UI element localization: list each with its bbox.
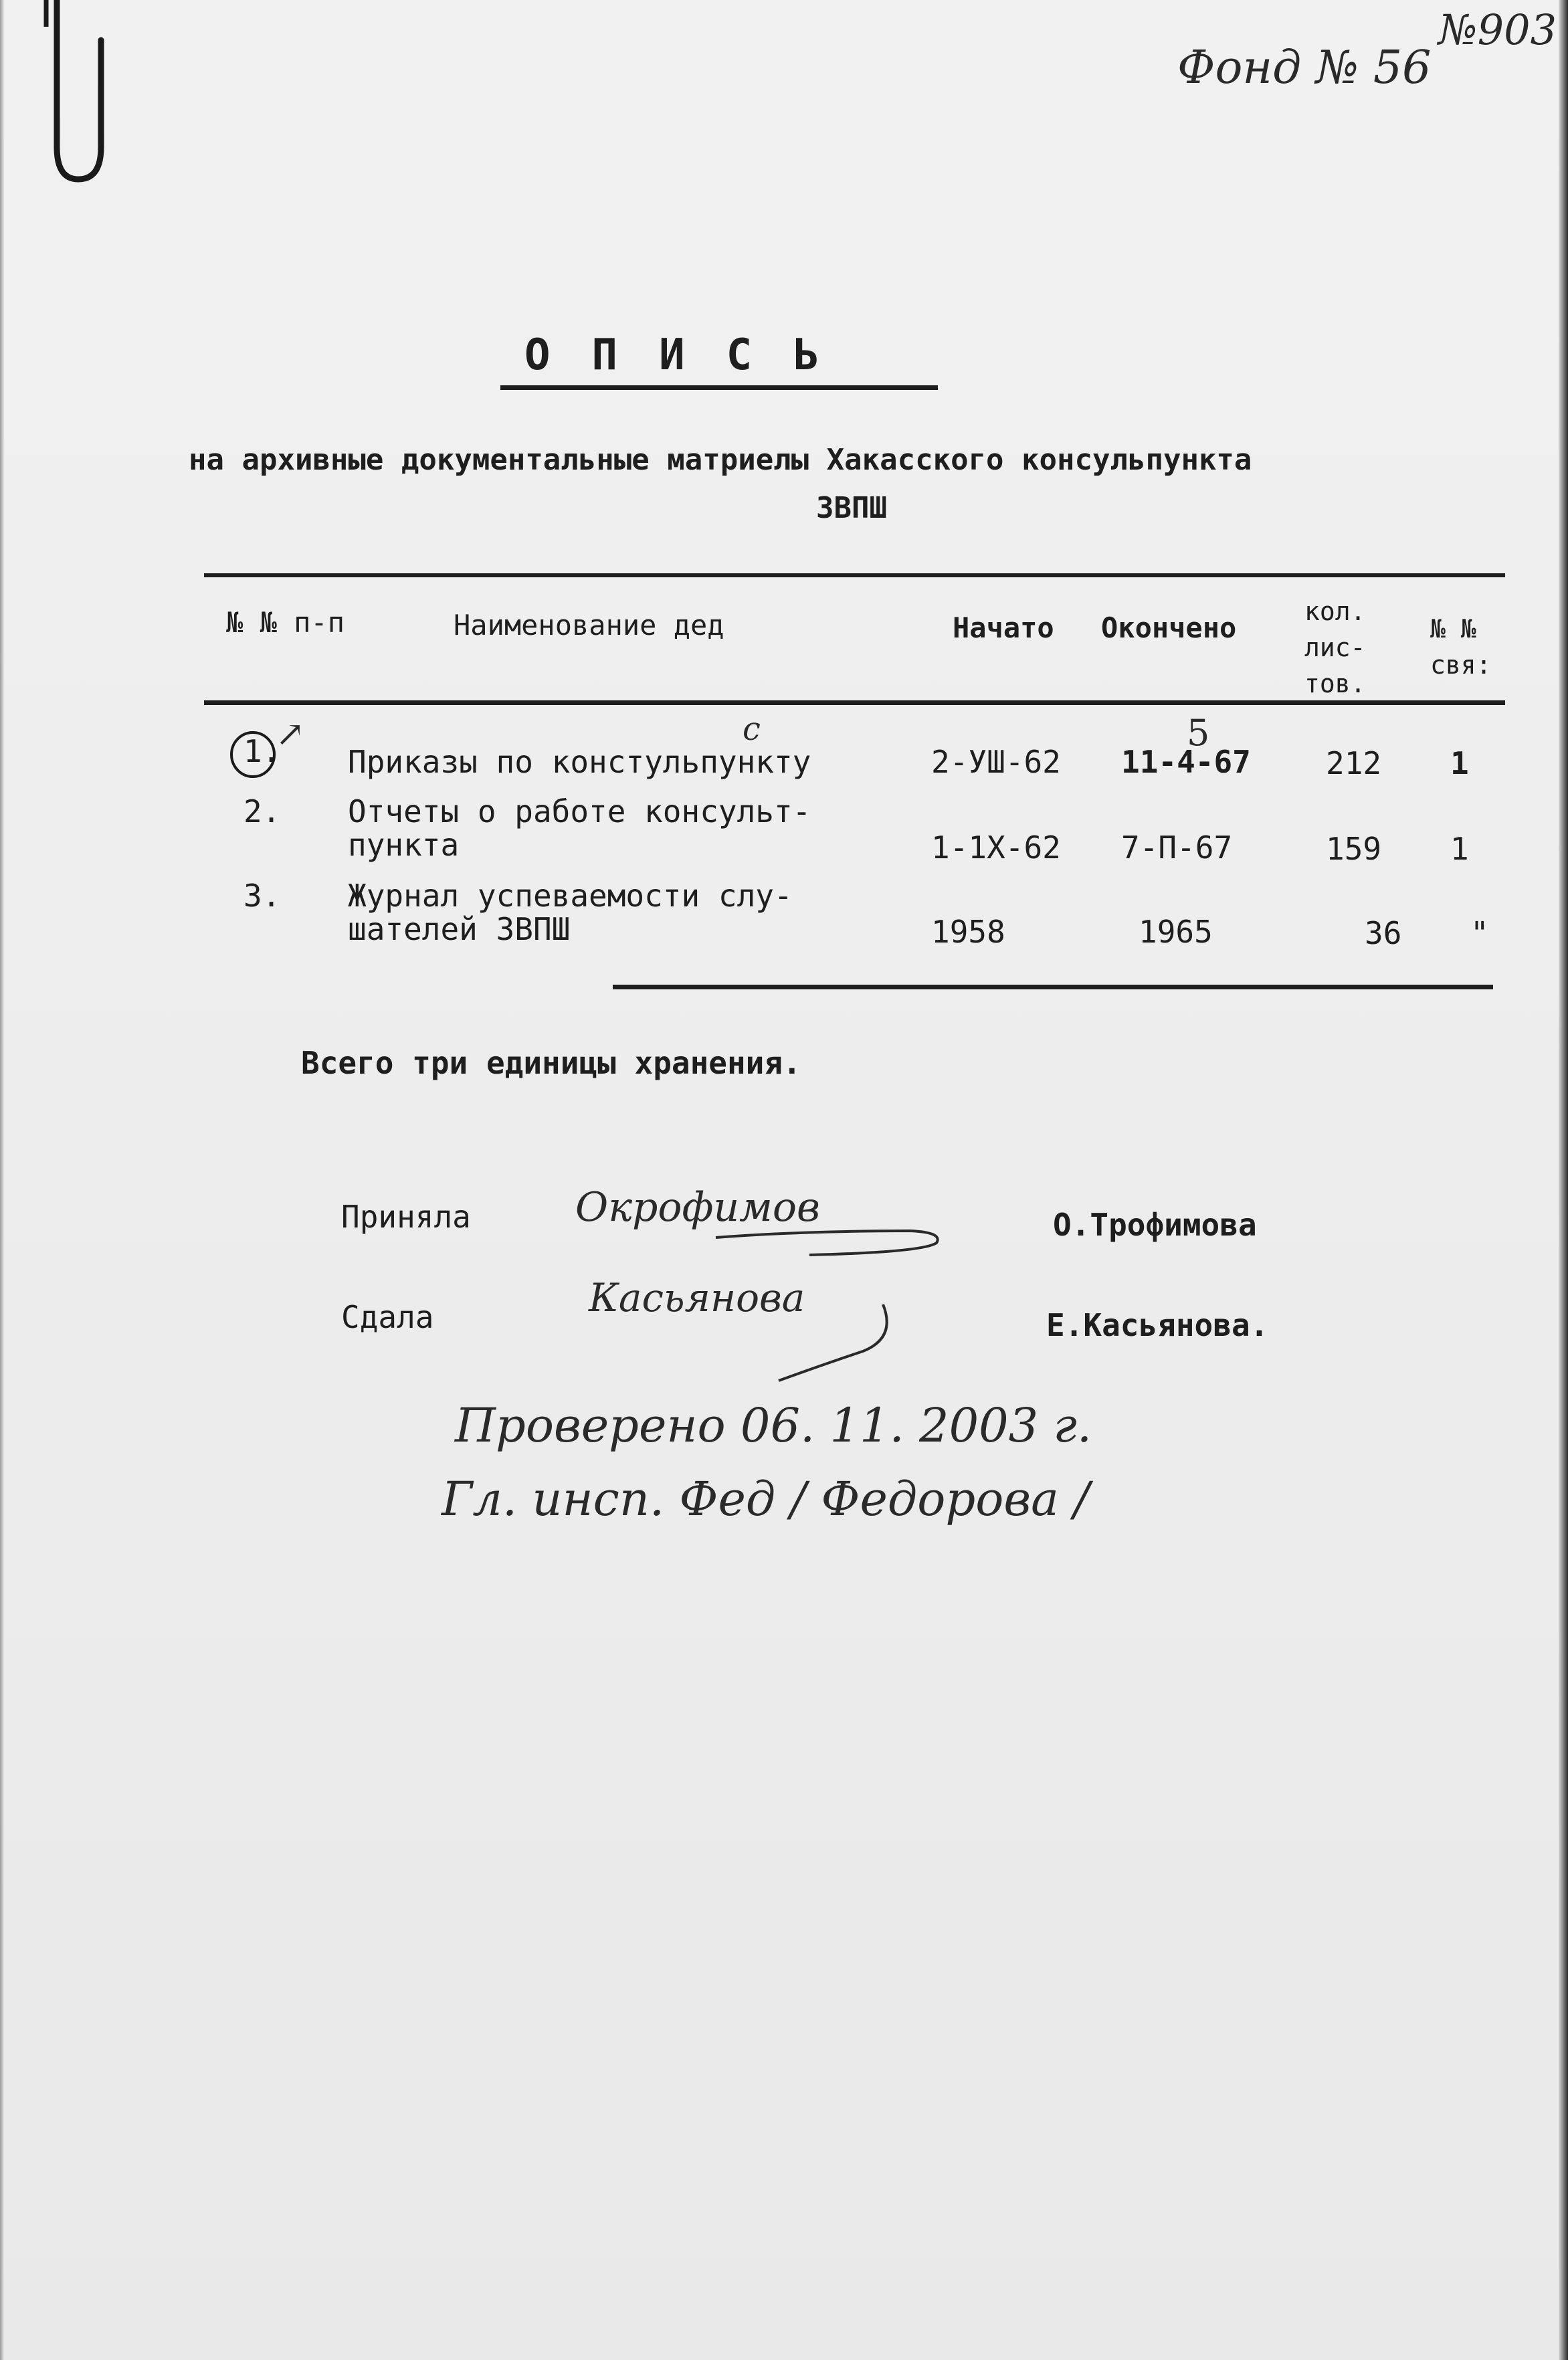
row-annotation-mark: ↗	[276, 714, 305, 755]
header-name: Наименование дед	[454, 609, 724, 642]
verification-line-2: Гл. инсп. Фед / Федорова /	[442, 1472, 1090, 1527]
handed-signature: Касьянова	[589, 1275, 805, 1320]
row-number: 3.	[243, 878, 281, 914]
document-title: ОПИСЬ	[524, 330, 861, 380]
received-signature-flourish	[709, 1211, 950, 1264]
row-name: Отчеты о работе консульт-	[348, 793, 811, 829]
header-bundle-1: № №	[1430, 614, 1476, 644]
scan-edge-left	[0, 0, 4, 2360]
fond-number: Фонд № 56	[1177, 41, 1432, 94]
row-sheets: 159	[1326, 831, 1382, 867]
row-name-line2: шателей ЗВПШ	[348, 911, 571, 947]
row-bundle: 1	[1450, 745, 1469, 781]
handed-signature-flourish	[763, 1298, 923, 1385]
scan-edge-right	[1559, 0, 1568, 2360]
row-name: Журнал успеваемости слу-	[348, 878, 793, 914]
header-end: Окончено	[1101, 611, 1237, 644]
header-start: Начато	[953, 611, 1054, 644]
header-sheets-3: тов.	[1304, 669, 1366, 698]
header-bundle-2: свя:	[1430, 650, 1492, 680]
handed-label: Сдала	[341, 1299, 434, 1335]
received-signature: Окрофимов	[575, 1184, 820, 1231]
row-name: Приказы по констульпункту	[348, 744, 811, 780]
row-name-correction: с	[743, 710, 761, 748]
document-subtitle-line2: ЗВПШ	[816, 491, 887, 525]
row-sheets: 36	[1365, 915, 1402, 951]
row-end: 7-П-67	[1121, 829, 1233, 866]
row-name-line2: пункта	[348, 827, 460, 863]
folio-number: №903	[1438, 5, 1557, 54]
row-bundle: 1	[1450, 831, 1469, 867]
header-sheets-2: лис-	[1304, 633, 1366, 662]
row-sheets: 212	[1326, 745, 1382, 781]
verification-line-1: Проверено 06. 11. 2003 г.	[455, 1398, 1092, 1453]
row-number: 2.	[243, 793, 281, 829]
row-start: 1-1Х-62	[931, 829, 1061, 866]
row-start: 1958	[931, 914, 1005, 950]
row-end-correction: 5	[1187, 712, 1210, 754]
received-label: Приняла	[341, 1199, 471, 1235]
received-name: О.Трофимова	[1053, 1207, 1257, 1243]
table-header-rule	[204, 700, 1505, 705]
total-items: Всего три единицы хранения.	[301, 1045, 801, 1081]
table-bottom-rule	[613, 985, 1493, 989]
row-start: 2-УШ-62	[931, 744, 1061, 780]
row-bundle: "	[1470, 915, 1489, 951]
paper-clip-icon	[37, 0, 117, 201]
row-number: 1.	[243, 733, 281, 769]
table-top-rule	[204, 573, 1505, 577]
title-underline	[500, 385, 938, 390]
header-sheets-1: кол.	[1304, 597, 1366, 626]
header-number: № № п-п	[226, 606, 345, 639]
handed-name: Е.Касьянова.	[1046, 1307, 1269, 1343]
document-subtitle: на архивные документальные матриелы Хакасского консульпункта	[189, 443, 1252, 477]
row-end: 1965	[1139, 914, 1213, 950]
row-end: 11-4-67	[1121, 744, 1251, 780]
